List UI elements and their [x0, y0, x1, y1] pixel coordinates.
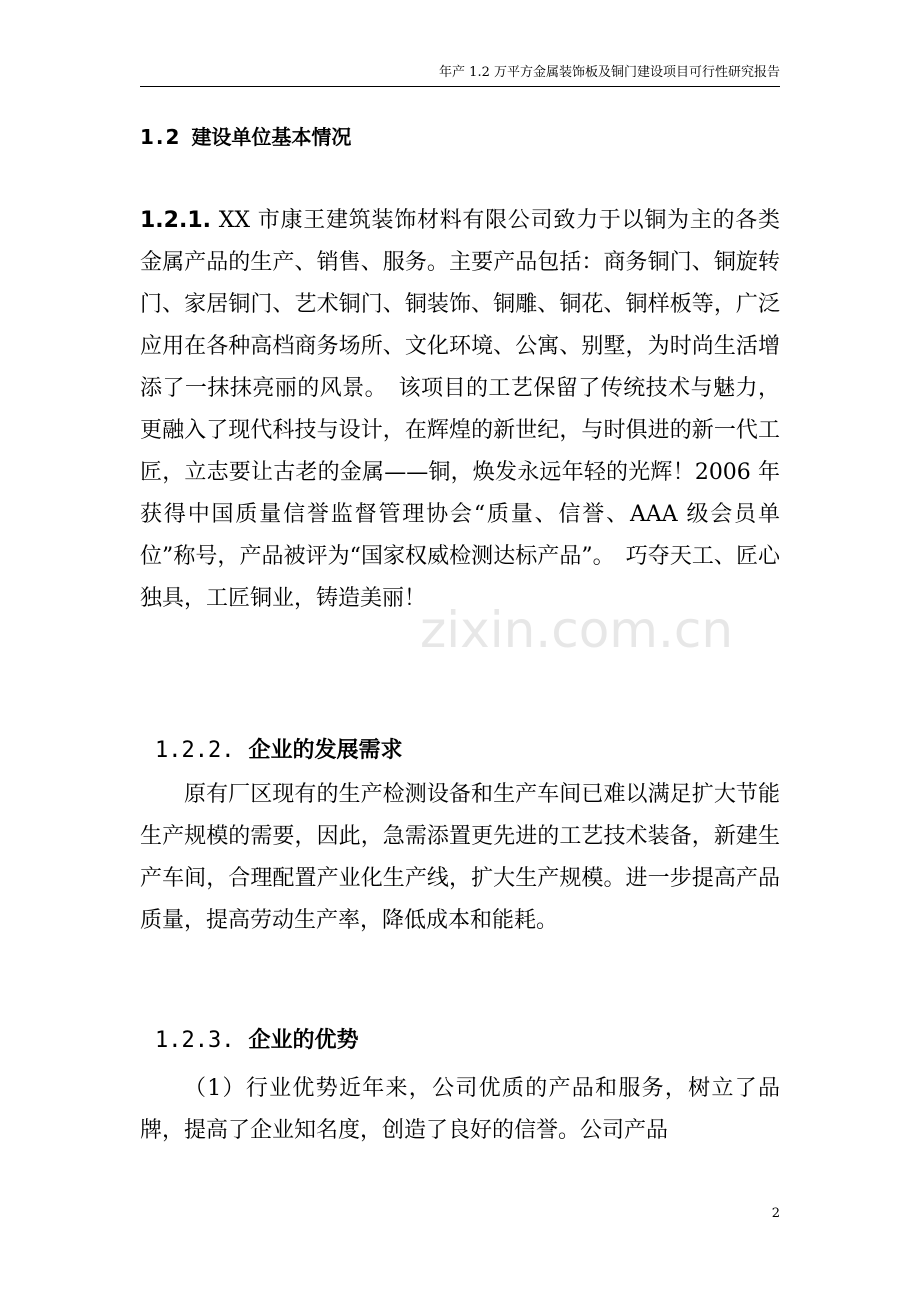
subsection-title-2: 企业的发展需求: [248, 738, 403, 763]
header-rule: [140, 86, 780, 87]
section-title: 建设单位基本情况: [191, 125, 352, 149]
subsection-number-1: 1.2.1.: [140, 208, 211, 233]
section-number: 1.2: [140, 125, 182, 149]
paragraph-company-intro: [140, 200, 780, 620]
paragraph-development: 原有厂区现有的生产检测设备和生产车间已难以满足扩大节能生产规模的需要，因此，急需添置更先进的工艺技术装备，新建生产车间，合理配置产业化生产线，扩大生产规模。进一步提高产品质量，提高劳动生产率，降低成本和能耗。: [140, 782, 780, 933]
subsection-heading-advantages: [155, 1020, 795, 1062]
running-header: 年产 1.2 万平方金属装饰板及铜门建设项目可行性研究报告: [439, 65, 780, 80]
subsection-number-2: 1.2.2.: [155, 738, 235, 763]
page-number: 2: [771, 1206, 780, 1221]
subsection-title-3: 企业的优势: [248, 1028, 359, 1053]
subsection-heading-development: [155, 730, 795, 772]
section-heading: [140, 122, 780, 152]
paragraph-advantages: （1）行业优势近年来，公司优质的产品和服务，树立了品牌，提高了企业知名度，创造了良好的信誉。公司产品: [140, 1076, 780, 1143]
paragraph-text-1: XX 市康王建筑装饰材料有限公司致力于以铜为主的各类金属产品的生产、销售、服务。主要产品包括：商务铜门、铜旋转门、家居铜门、艺术铜门、铜装饰、铜雕、铜花、铜样板等，广泛应用在各种高档商务场所、文化环境、公寓、别墅，为时尚生活增添了一抹抹亮丽的风景。 该项目的工艺保留了传统技术与魅力，更融入了现代科技与设计，在辉煌的新世纪，与时俱进的新一代工匠，立志要让古老的金属——铜，焕发永远年轻的光辉！2006 年获得中国质量信誉监督管理协会“质量、信誉、AAA 级会员单位”称号，产品被评为“国家权威检测达标产品”。 巧夺天工、匠心独具，工匠铜业，铸造美丽！: [140, 208, 780, 611]
subsection-number-3: 1.2.3.: [155, 1028, 235, 1053]
watermark: zixin.com.cn: [420, 601, 734, 659]
